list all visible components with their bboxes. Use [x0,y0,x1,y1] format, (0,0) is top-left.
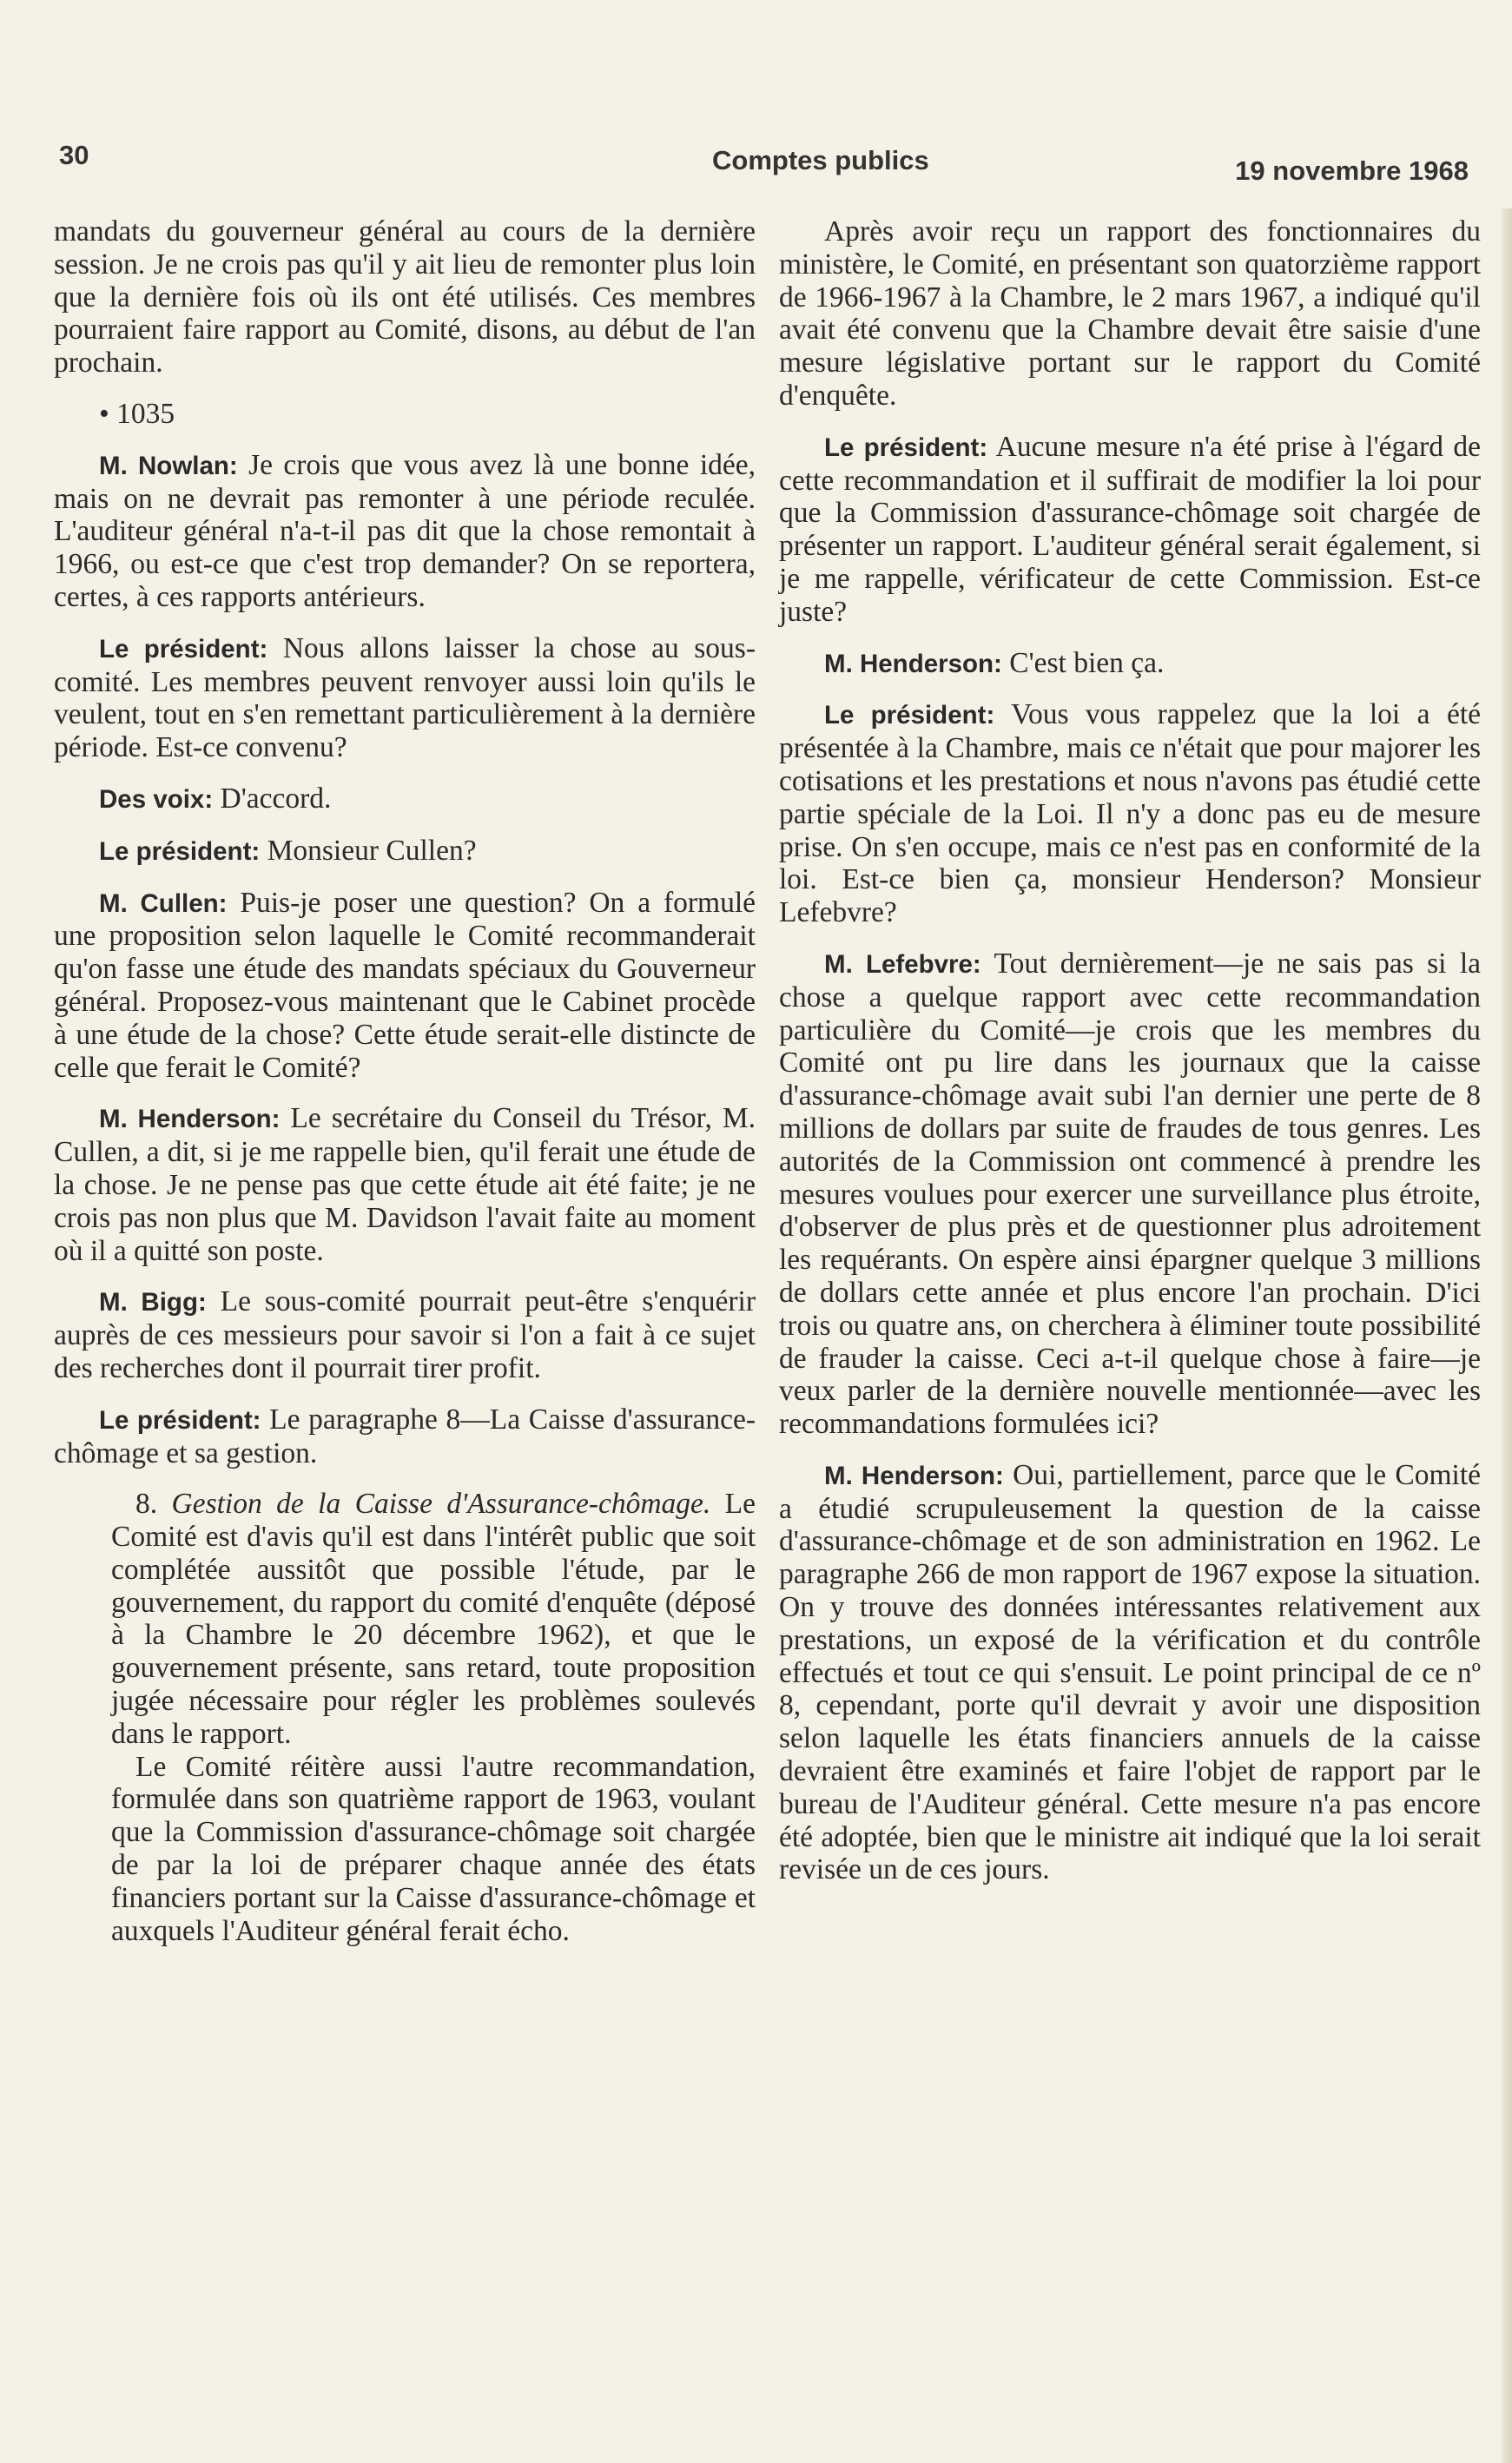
page-number: 30 [59,140,89,170]
speech-text: Le sous-comité pourrait peut-être s'enquérir auprès de ces messieurs pour savoir si l'on a fait à ce sujet des recherches dont il pourrait tirer profit. [54,1285,756,1384]
speech-text: Le paragraphe 8—La Caisse d'assurance-chômage et sa gestion. [54,1403,756,1469]
paragraph [779,647,1481,681]
quoted-recommendation: Le Comité réitère aussi l'autre recommandation, formulée dans son quatrième rapport de 1963, voulant que la Commission d'assurance-chômage soit chargée de par la loi de préparer chaque année des états financiers portant sur la Caisse d'assurance-chômage et auxquels l'Auditeur général ferait écho. [111,1750,756,1947]
speech-text: Puis-je poser une question? On a formulé une proposition selon laquelle le Comité recommanderait qu'on fasse une étude des mandats spéciaux du Gouverneur général. Proposez-vous maintenant que le Cabinet procède à une étude de la chose? Cette étude serait-elle distincte de celle que ferait le Comité? [54,886,756,1084]
paragraph [54,1285,756,1384]
paragraph [54,632,756,764]
paragraph [54,782,756,816]
speaker-name: M. Henderson: [99,1105,281,1134]
speech-text: Tout dernièrement—je ne sais pas si la chose a quelque rapport avec cette recommandation particulière du Comité—je crois que les membres du Comité ont pu lire dans les journaux que la caisse d'assurance-chômage avait subi l'an dernier une perte de 8 millions de dollars par suite de fraudes de tous genres. Les autorités de la Commission ont commencé à prendre les mesures voulues pour exercer une surveillance plus étroite, d'observer de plus près et de questionner plus adroitement les requérants. On espère ainsi épargner quelque 3 millions de dollars cette année et plus encore l'an prochain. D'ici trois ou quatre ans, on cherchera à éliminer toute possibilité de frauder la caisse. Ceci a-t-il quelque chose à faire—je veux parler de la dernière nouvelle mentionnée—avec les recommandations formulées ici? [779,947,1481,1441]
header-date: 19 novembre 1968 [1235,155,1469,186]
speaker-name: M. Cullen: [99,888,228,918]
speaker-name: M. Henderson: [824,649,1002,678]
speaker-name: Le président: [99,1405,261,1435]
paragraph [54,887,756,1085]
speaker-name: M. Henderson: [824,1461,1004,1490]
quote-number: 8. [135,1488,172,1521]
quote-text: Le Comité est d'avis qu'il est dans l'intérêt public que soit complétée aussitôt que possible l'étude, par le gouvernement, du rapport du comité d'enquête (déposé à la Chambre le 20 décembre 1962), et que le gouvernement présente, sans retard, toute proposition jugée nécessaire pour régler les problèmes soulevés dans le rapport. [111,1488,756,1750]
speech-text: Oui, partiellement, parce que le Comité a étudié scrupuleusement la question de la caisse d'assurance-chômage et de son administration en 1962. Le paragraphe 266 de mon rapport de 1967 expose la situation. On y trouve des données intéressantes relativement aux prestations, un exposé de la vérification et du contrôle effectués et tout ce qui s'ensuit. Le point principal de ce nº 8, cependant, porte qu'il devrait y avoir une disposition selon laquelle les états financiers annuels de la caisse devraient être examinés et faire l'objet de rapport par le bureau de l'Auditeur général. Cette mesure n'a pas encore été adoptée, bien que le ministre ait indiqué que la loi serait revisée un de ces jours. [779,1458,1481,1886]
speaker-name: Le président: [824,701,995,730]
speech-text: Aucune mesure n'a été prise à l'égard de cette recommandation et il suffirait de modifier la loi pour que la Commission d'assurance-chômage soit chargée de présenter un rapport. L'auditeur général serait également, si je me rappelle, vérificateur de cette Commission. Est-ce juste? [779,430,1481,628]
speaker-name: Le président: [99,634,268,664]
paragraph [779,1459,1481,1886]
paragraph [54,449,756,614]
time-marker [54,398,756,431]
paragraph [54,1403,756,1470]
speech-text: Nous allons laisser la chose au sous-comité. Les membres peuvent renvoyer aussi loin qu'ils le veulent, tout en s'en remettant particulièrement à la dernière période. Est-ce convenu? [54,631,756,764]
paragraph [54,1102,756,1267]
time-marker-text: • 1035 [99,397,175,430]
speech-text: C'est bien ça. [1001,646,1165,679]
page-edge-shadow [1502,208,1512,2463]
speech-text: Je crois que vous avez là une bonne idée, mais on ne devrait pas remonter à une période reculée. L'auditeur général n'a-t-il pas dit que la chose remontait à 1966, ou est-ce que c'est trop demander? On se reportera, certes, à ces rapports antérieurs. [54,448,756,613]
speaker-name: Le président: [824,433,988,462]
running-title: Comptes publics [712,145,929,175]
speaker-name: M. Lefebvre: [824,949,981,979]
page-header [59,135,1486,187]
paragraph [779,698,1481,929]
left-column [54,215,756,1947]
speech-text: Monsieur Cullen? [260,834,477,867]
paragraph [779,431,1481,629]
paragraph [779,948,1481,1441]
speaker-name: M. Nowlan: [99,451,238,480]
paragraph: Après avoir reçu un rapport des fonctionnaires du ministère, le Comité, en présentant son quatorzième rapport de 1966-1967 à la Chambre, le 2 mars 1967, a indiqué qu'il avait été convenu que la Chambre devait être saisie d'une mesure législative portant sur le rapport du Comité d'enquête. [779,215,1481,412]
paragraph: mandats du gouverneur général au cours de la dernière session. Je ne crois pas qu'il y ait lieu de remonter plus loin que la dernière fois où ils ont été utilisés. Ces membres pourraient faire rapport au Comité, disons, au début de l'an prochain. [54,215,756,380]
speaker-name: Des voix: [99,784,214,814]
quoted-recommendation [111,1488,756,1750]
speech-text: Vous vous rappelez que la loi a été présentée à la Chambre, mais ce n'était que pour majorer les cotisations et les prestations et nous n'avons pas étudié cette partie spéciale de la Loi. Il n'y a donc pas eu de mesure prise. On s'en occupe, mais ce n'est pas en conformité de la loi. Est-ce bien ça, monsieur Henderson? Monsieur Lefebvre? [779,698,1481,929]
right-column [779,215,1481,1905]
quote-title: Gestion de la Caisse d'Assurance-chômage. [171,1488,711,1521]
speech-text: D'accord. [213,782,332,815]
paragraph [54,835,756,868]
speaker-name: Le président: [99,836,261,866]
speaker-name: M. Bigg: [99,1288,207,1317]
speech-text: Le secrétaire du Conseil du Trésor, M. Cullen, a dit, si je me rappelle bien, qu'il ferait une étude de la chose. Je ne pense pas que cette étude ait été faite; je ne crois pas non plus que M. Davidson l'avait faite au moment où il a quitté son poste. [54,1102,756,1267]
